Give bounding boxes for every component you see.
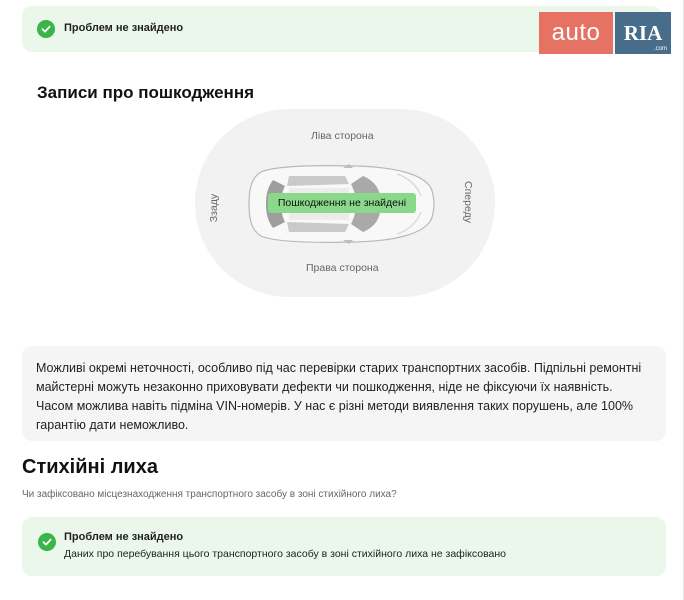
rear-side-label: Ззаду [208,193,221,223]
check-circle-icon [38,533,56,551]
logo-ria-part [615,12,671,54]
no-damage-badge: Пошкодження не знайдені [268,193,416,213]
right-side-label: Права сторона [306,262,379,274]
damage-records-title: Записи про пошкодження [37,83,255,102]
disaster-status-alert [22,517,666,576]
logo-auto-part: auto [539,12,613,54]
natural-disasters-title: Стихійні лиха [22,456,158,478]
top-alert-title: Проблем не знайдено [64,22,184,34]
disaster-alert-text: Даних про перебування цього транспортного засобу в зоні стихійного лиха не зафіксовано [64,548,507,560]
disaster-alert-title: Проблем не знайдено [64,531,184,543]
check-circle-icon [37,20,55,38]
auto-ria-logo[interactable] [539,12,671,54]
front-side-label: Спереду [461,181,474,223]
logo-ria-text: RIA [623,20,663,45]
left-side-label: Ліва сторона [311,130,374,142]
natural-disasters-subtitle: Чи зафіксовано місцезнаходження транспортного засобу в зоні стихійного лиха? [22,489,397,500]
accuracy-notice: Можливі окремі неточності, особливо під час перевірки старих транспортних засобів. Підпільні ремонтні майстерні можуть незаконно приховувати дефекти чи пошкодження, ніде не фіксуючи їх наявність. Часом можлива навіть підміна VIN-номерів. У нас є різні методи виявлення таких порушень, але 100% гарантію дати неможливо. [22,346,666,441]
logo-com-text: .com [653,46,667,52]
